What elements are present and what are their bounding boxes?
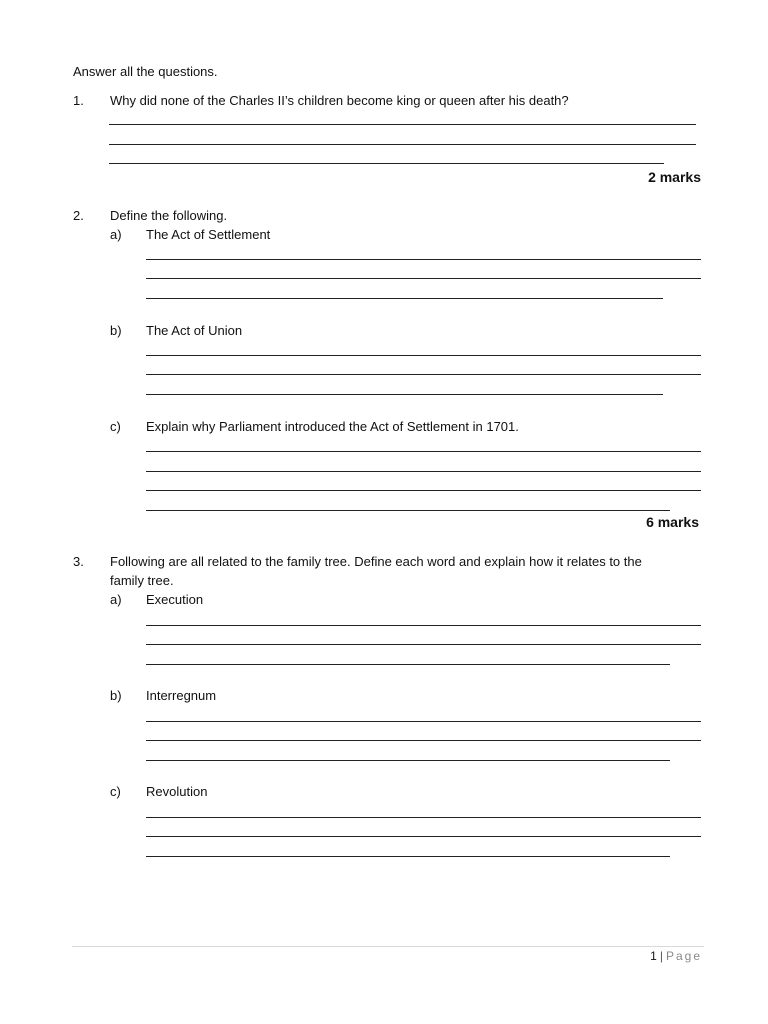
- page-number: 1: [650, 949, 657, 963]
- q2a-answer-line-1[interactable]: [146, 259, 701, 260]
- q2c-answer-line-1[interactable]: [146, 451, 701, 452]
- footer-separator: |: [659, 949, 663, 963]
- q3a-answer-line-3[interactable]: [146, 664, 670, 665]
- q3c-answer-line-1[interactable]: [146, 817, 701, 818]
- q3c-letter: c): [110, 784, 121, 799]
- footer-divider: [72, 946, 704, 947]
- q2a-answer-line-2[interactable]: [146, 278, 701, 279]
- q3-text-line-1: Following are all related to the family tree. Define each word and explain how it relates to the: [110, 554, 642, 569]
- q3-text-line-2: family tree.: [110, 573, 174, 588]
- q1-number: 1.: [73, 93, 84, 108]
- q2a-text: The Act of Settlement: [146, 227, 271, 242]
- q2c-text: Explain why Parliament introduced the Act of Settlement in 1701.: [146, 419, 519, 434]
- q3b-letter: b): [110, 688, 122, 703]
- q3a-answer-line-1[interactable]: [146, 625, 701, 626]
- q2b-answer-line-2[interactable]: [146, 374, 701, 375]
- q2-number: 2.: [73, 208, 84, 223]
- q2b-letter: b): [110, 323, 122, 338]
- q2c-answer-line-4[interactable]: [146, 510, 670, 511]
- q3a-text: Execution: [146, 592, 204, 607]
- q1-marks: 2 marks: [648, 169, 701, 185]
- q2a-letter: a): [110, 227, 122, 242]
- q2-marks: 6 marks: [646, 514, 699, 530]
- q1-answer-line-2[interactable]: [109, 144, 696, 145]
- q3b-answer-line-3[interactable]: [146, 760, 670, 761]
- q2a-answer-line-3[interactable]: [146, 298, 663, 299]
- q3c-text: Revolution: [146, 784, 208, 799]
- q3-number: 3.: [73, 554, 84, 569]
- q3b-answer-line-1[interactable]: [146, 721, 701, 722]
- q1-answer-line-1[interactable]: [109, 124, 696, 125]
- q3a-answer-line-2[interactable]: [146, 644, 701, 645]
- q1-answer-line-3[interactable]: [109, 163, 664, 164]
- q3b-answer-line-2[interactable]: [146, 740, 701, 741]
- q3b-text: Interregnum: [146, 688, 217, 703]
- q2-text: Define the following.: [110, 208, 228, 223]
- q2c-answer-line-2[interactable]: [146, 471, 701, 472]
- page-footer: [650, 948, 702, 964]
- q2b-answer-line-3[interactable]: [146, 394, 663, 395]
- page-label: Page: [665, 949, 702, 963]
- instructions: Answer all the questions.: [73, 64, 218, 79]
- q2c-answer-line-3[interactable]: [146, 490, 701, 491]
- q3c-answer-line-3[interactable]: [146, 856, 670, 857]
- q1-text: Why did none of the Charles II’s children become king or queen after his death?: [110, 93, 569, 108]
- q2b-answer-line-1[interactable]: [146, 355, 701, 356]
- q2c-letter: c): [110, 419, 121, 434]
- q3c-answer-line-2[interactable]: [146, 836, 701, 837]
- q2b-text: The Act of Union: [146, 323, 243, 338]
- q3a-letter: a): [110, 592, 122, 607]
